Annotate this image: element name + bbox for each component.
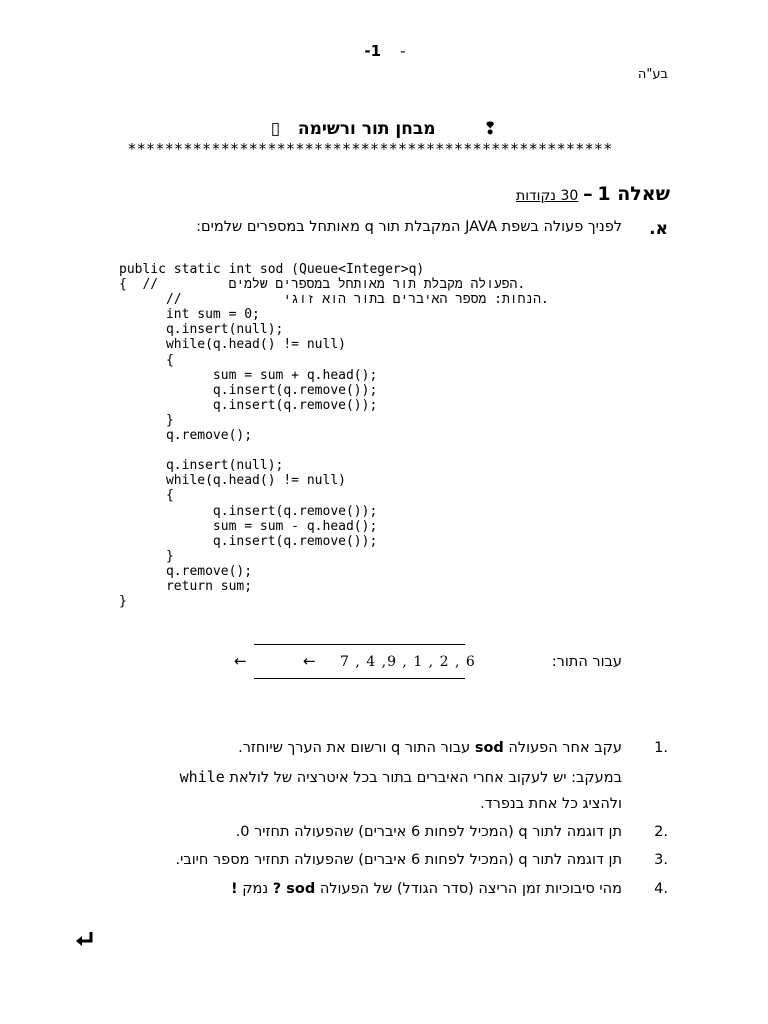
code-line: q.insert(null); bbox=[119, 458, 284, 474]
item-text-3: תן דוגמה לתור q (המכיל לפחות 6 איברים) שהפעולה תחזיר מספר חיובי. bbox=[175, 852, 622, 868]
page-title bbox=[200, 119, 568, 139]
item-number-3: 3. bbox=[654, 852, 668, 868]
queue-label: עבור התור: bbox=[551, 654, 622, 670]
queue-top-line bbox=[254, 644, 465, 645]
code-line bbox=[119, 443, 549, 458]
code-line: { // הפעולה מקבלת תור מאותחל במספרים שלמים. bbox=[119, 277, 526, 293]
item-number-1: 1. bbox=[654, 740, 668, 756]
question-heading bbox=[516, 183, 670, 205]
question-title: שאלה 1 bbox=[597, 183, 670, 205]
code-line: } bbox=[119, 412, 174, 428]
hint-line-1 bbox=[180, 768, 622, 786]
item-text-1-content: עקב אחר הפעולה sod עבור התור q ורשום את הערך שיוחזר. bbox=[238, 740, 622, 756]
hint-line-1-text: במעקב: יש לעקוב אחרי האיברים בתור בכל איטרציה של לולאת bbox=[229, 770, 622, 786]
code-line: q.insert(q.remove()); bbox=[119, 533, 378, 549]
code-line: q.insert(q.remove()); bbox=[119, 382, 378, 398]
code-line: return sum; bbox=[119, 578, 253, 594]
page-number bbox=[340, 42, 430, 60]
item-number-2: 2. bbox=[654, 824, 668, 840]
question-dash: – bbox=[583, 183, 593, 205]
code-line: int sum = 0; bbox=[119, 307, 260, 323]
item-text-2: תן דוגמה לתור q (המכיל לפחות 6 איברים) שהפעולה תחזיר 0. bbox=[235, 824, 622, 840]
code-line: q.insert(q.remove()); bbox=[119, 503, 378, 519]
code-line: } bbox=[119, 594, 127, 610]
title-right-mark-icon: ❢ bbox=[482, 119, 498, 139]
item-text-1 bbox=[238, 740, 622, 756]
sod-keyword: sod bbox=[474, 740, 504, 756]
code-line: q.insert(null); bbox=[119, 322, 284, 338]
title-text: מבחן תור ורשימה bbox=[297, 119, 436, 139]
hint-line-2: ולהציג כל אחת בנפרד. bbox=[480, 796, 622, 812]
code-line: { bbox=[119, 352, 174, 368]
bsd-mark: בע"ה bbox=[637, 67, 668, 82]
queue-bottom-line bbox=[254, 678, 465, 679]
part-a-letter: א. bbox=[649, 219, 668, 239]
code-line: q.insert(q.remove()); bbox=[119, 397, 378, 413]
page-number-value: -1 bbox=[364, 42, 382, 60]
code-block bbox=[119, 262, 549, 609]
item-number-4: 4. bbox=[654, 881, 668, 897]
code-line: while(q.head() != null) bbox=[119, 473, 346, 489]
enter-arrow-icon bbox=[74, 929, 96, 956]
item-text-4-content: מהי סיבוכיות זמן הריצה (סדר הגודל) של הפעולה sod ? נמק ! bbox=[230, 881, 622, 897]
code-line: q.remove(); bbox=[119, 563, 253, 579]
stars-divider: **************************************************** bbox=[127, 140, 613, 158]
queue-values: 7 , 4 ,9 , 1 , 2 , 6 bbox=[340, 654, 476, 670]
code-line: { bbox=[119, 488, 174, 504]
queue-out-arrow-icon: ← bbox=[234, 652, 247, 670]
question-points: 30 נקודות bbox=[516, 188, 579, 204]
code-line: while(q.head() != null) bbox=[119, 337, 346, 353]
code-line: sum = sum - q.head(); bbox=[119, 518, 378, 534]
code-line: q.remove(); bbox=[119, 428, 253, 444]
part-a-text: לפניך פעולה בשפת JAVA המקבלת תור q מאותחל במספרים שלמים: bbox=[196, 219, 622, 235]
hint-while-keyword: while bbox=[179, 768, 225, 786]
queue-in-arrow-icon: ← bbox=[303, 652, 316, 670]
item-text-4 bbox=[231, 881, 622, 897]
title-left-mark-icon: ▯ bbox=[270, 119, 281, 139]
page-number-dash: - bbox=[400, 42, 406, 60]
code-line: // הנחות: מספר האיברים בתור הוא זוגי. bbox=[119, 292, 549, 308]
code-line: } bbox=[119, 548, 174, 564]
code-line: public static int sod (Queue<Integer>q) bbox=[119, 262, 425, 277]
code-line: sum = sum + q.head(); bbox=[119, 367, 378, 383]
